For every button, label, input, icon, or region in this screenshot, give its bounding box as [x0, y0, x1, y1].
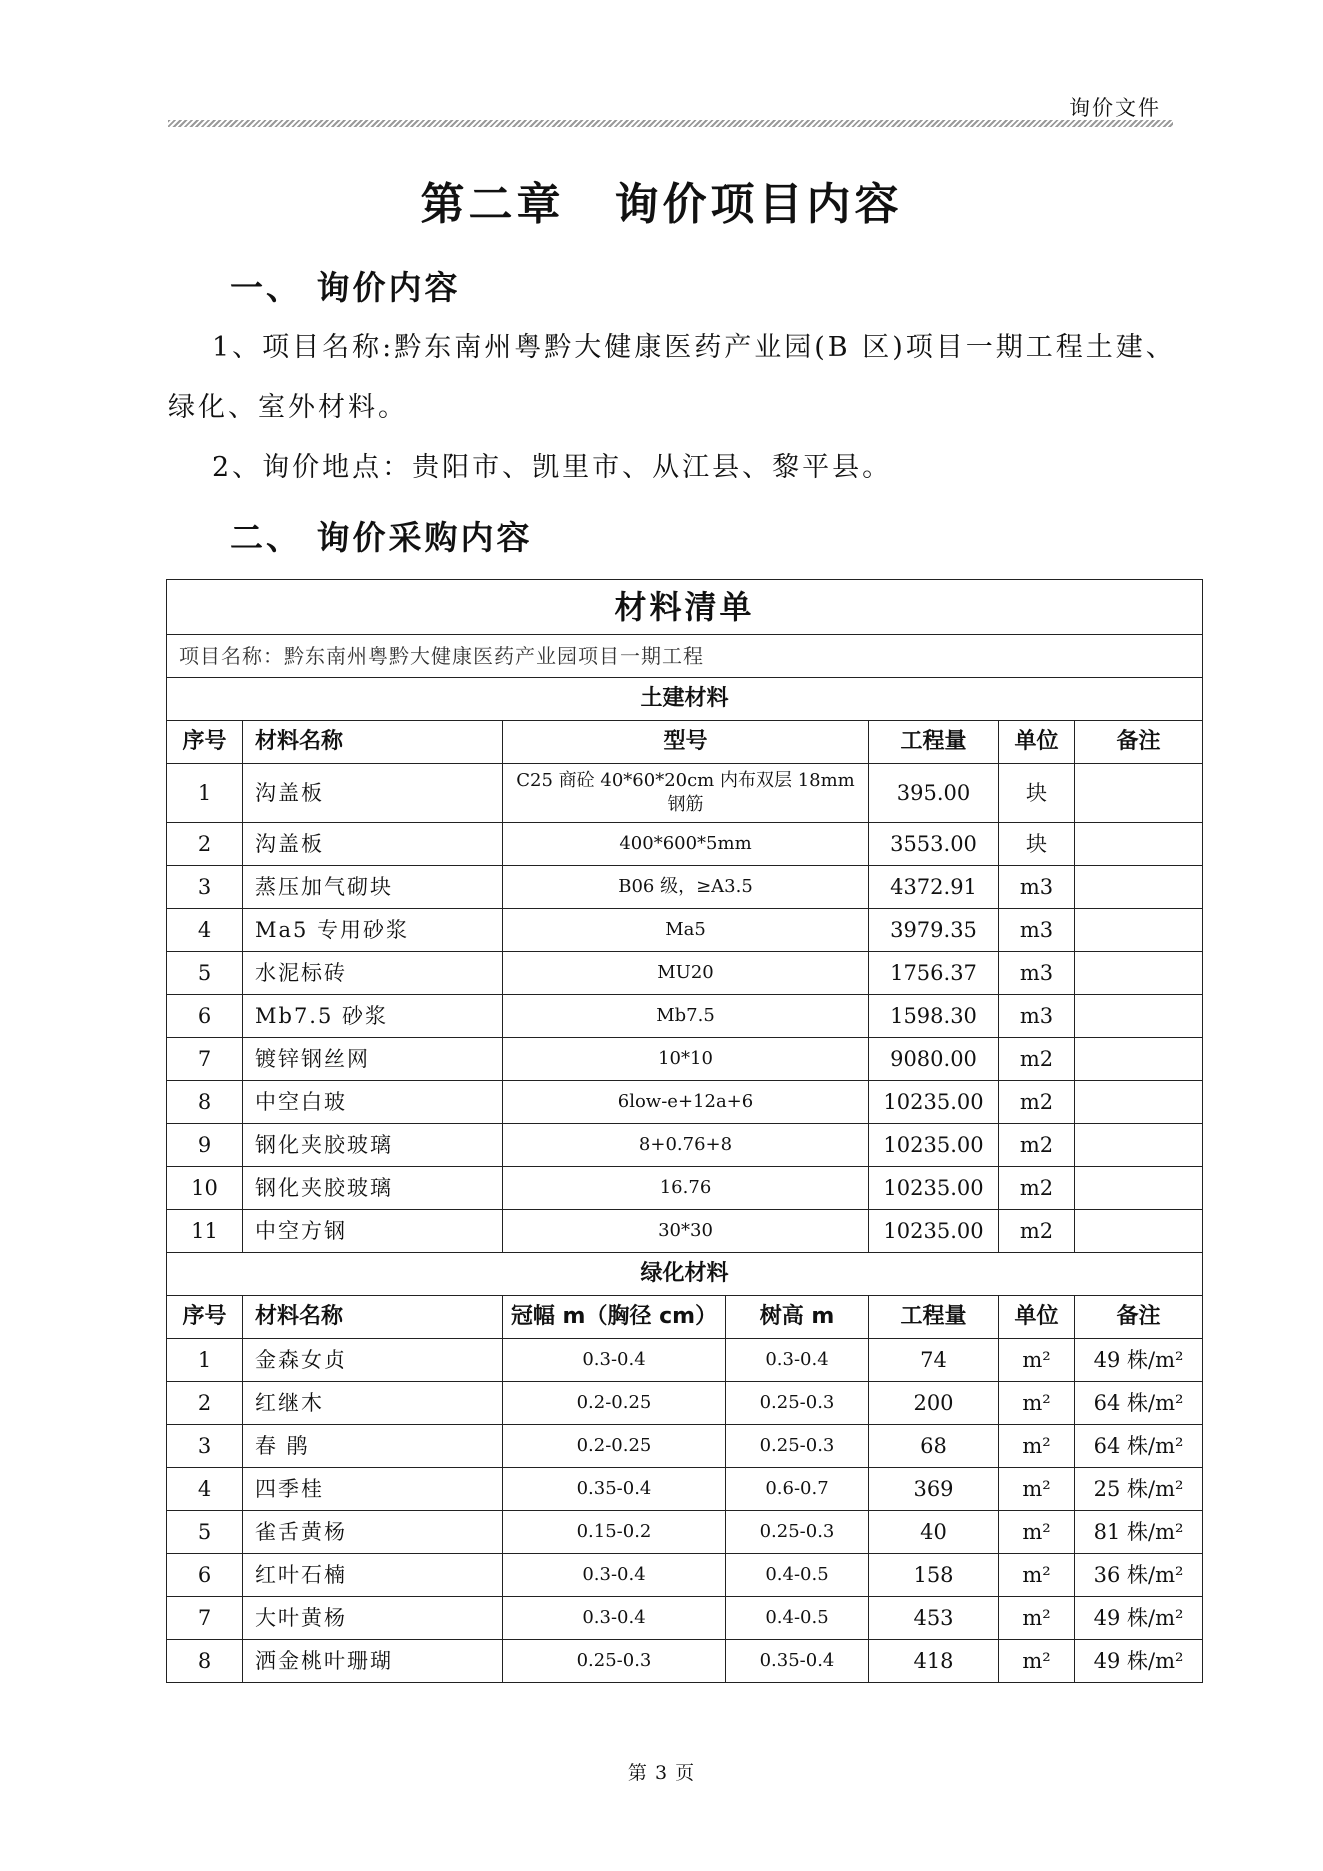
table-cell: 块 [999, 823, 1075, 866]
table-cell: 16.76 [503, 1167, 869, 1210]
table-cell: m2 [999, 1167, 1075, 1210]
table-cell: 40 [869, 1511, 999, 1554]
table-cell: 395.00 [869, 764, 999, 823]
table-cell: 200 [869, 1382, 999, 1425]
table-cell: 雀舌黄杨 [243, 1511, 503, 1554]
table-cell: C25 商砼 40*60*20cm 内布双层 18mm 钢筋 [503, 764, 869, 823]
table-row [167, 1425, 1203, 1468]
table-cell: m² [999, 1425, 1075, 1468]
table-cell: 洒金桃叶珊瑚 [243, 1640, 503, 1683]
table-cell: 5 [167, 952, 243, 995]
table-cell: 64 株/m² [1075, 1425, 1203, 1468]
table-cell: 453 [869, 1597, 999, 1640]
column-header: 型号 [503, 721, 869, 764]
table-cell: m3 [999, 866, 1075, 909]
table-cell [1075, 952, 1203, 995]
table-cell: 大叶黄杨 [243, 1597, 503, 1640]
page-number: 第 3 页 [627, 1762, 696, 1784]
table-cell: 49 株/m² [1075, 1597, 1203, 1640]
column-header: 序号 [167, 721, 243, 764]
table-cell: 3979.35 [869, 909, 999, 952]
table-cell: 6 [167, 1554, 243, 1597]
table-cell: 春 鹃 [243, 1425, 503, 1468]
table-cell: 3 [167, 866, 243, 909]
chapter-number: 第二章 [420, 179, 565, 230]
column-header: 备注 [1075, 1296, 1203, 1339]
table-cell: 10 [167, 1167, 243, 1210]
column-header: 材料名称 [243, 721, 503, 764]
table-cell: 2 [167, 823, 243, 866]
column-header: 树高 m [726, 1296, 869, 1339]
table-cell: 11 [167, 1210, 243, 1253]
table-cell [1075, 1081, 1203, 1124]
table-row [167, 952, 1203, 995]
table-cell: m² [999, 1597, 1075, 1640]
table-row [167, 1554, 1203, 1597]
table-cell: m2 [999, 1038, 1075, 1081]
table-row [167, 1468, 1203, 1511]
table-cell: m² [999, 1554, 1075, 1597]
table-cell: m2 [999, 1210, 1075, 1253]
table-cell: 400*600*5mm [503, 823, 869, 866]
table-cell: MU20 [503, 952, 869, 995]
table-row [167, 866, 1203, 909]
column-header: 序号 [167, 1296, 243, 1339]
table-cell: 1756.37 [869, 952, 999, 995]
table-cell: 10235.00 [869, 1124, 999, 1167]
table-cell: 水泥标砖 [243, 952, 503, 995]
table-cell [1075, 823, 1203, 866]
section-heading-2: 二、 询价采购内容 [230, 518, 533, 557]
table-cell: 钢化夹胶玻璃 [243, 1124, 503, 1167]
table-cell: 10*10 [503, 1038, 869, 1081]
column-header: 单位 [999, 721, 1075, 764]
section-heading-1: 一、 询价内容 [230, 268, 461, 307]
table-cell: m² [999, 1511, 1075, 1554]
column-header: 备注 [1075, 721, 1203, 764]
table-cell: 1598.30 [869, 995, 999, 1038]
table-title-row [167, 580, 1203, 635]
table-cell: 0.35-0.4 [726, 1640, 869, 1683]
table-cell: 0.6-0.7 [726, 1468, 869, 1511]
table-cell: m3 [999, 995, 1075, 1038]
table-cell: 9 [167, 1124, 243, 1167]
table-cell: 10235.00 [869, 1081, 999, 1124]
table-row [167, 1339, 1203, 1382]
column-header: 单位 [999, 1296, 1075, 1339]
table-cell: 36 株/m² [1075, 1554, 1203, 1597]
chapter-name: 询价项目内容 [614, 179, 903, 230]
table-cell: 0.15-0.2 [503, 1511, 726, 1554]
table-row [167, 995, 1203, 1038]
table-cell: 4 [167, 909, 243, 952]
table-cell: 中空白玻 [243, 1081, 503, 1124]
table-cell: 2 [167, 1382, 243, 1425]
table-cell [1075, 764, 1203, 823]
table-cell [1075, 1210, 1203, 1253]
table-cell: 0.25-0.3 [726, 1382, 869, 1425]
paragraph-project-name: 1、项目名称:黔东南州粤黔大健康医药产业园(B 区)项目一期工程土建、绿化、室外材料。 [168, 332, 1176, 423]
table-cell: m3 [999, 909, 1075, 952]
table-cell [1075, 1124, 1203, 1167]
header-label: 询价文件 [1069, 96, 1161, 120]
table-cell: m² [999, 1339, 1075, 1382]
table-row [167, 1597, 1203, 1640]
table-cell: 5 [167, 1511, 243, 1554]
table-cell: 8 [167, 1640, 243, 1683]
table-cell: 红继木 [243, 1382, 503, 1425]
column-header: 材料名称 [243, 1296, 503, 1339]
table-cell [1075, 1167, 1203, 1210]
project-name: 项目名称：黔东南州粤黔大健康医药产业园项目一期工程 [167, 635, 1203, 678]
table-cell [1075, 909, 1203, 952]
table-cell: 3553.00 [869, 823, 999, 866]
table-cell: 9080.00 [869, 1038, 999, 1081]
table-cell: 1 [167, 1339, 243, 1382]
table-cell: 10235.00 [869, 1167, 999, 1210]
table-cell: 8 [167, 1081, 243, 1124]
table-cell: 7 [167, 1038, 243, 1081]
table-cell: 沟盖板 [243, 823, 503, 866]
table-row [167, 1640, 1203, 1683]
green-section-title: 绿化材料 [167, 1253, 1203, 1296]
table-row [167, 1124, 1203, 1167]
table-cell: Mb7.5 砂浆 [243, 995, 503, 1038]
table-cell: 四季桂 [243, 1468, 503, 1511]
table-cell: 49 株/m² [1075, 1339, 1203, 1382]
table-row [167, 1511, 1203, 1554]
table-cell: 49 株/m² [1075, 1640, 1203, 1683]
table-cell [1075, 995, 1203, 1038]
column-header: 冠幅 m（胸径 cm） [503, 1296, 726, 1339]
table-cell: 30*30 [503, 1210, 869, 1253]
table-cell: 块 [999, 764, 1075, 823]
header-rule [168, 120, 1173, 127]
table-row [167, 1081, 1203, 1124]
table-cell: 0.25-0.3 [726, 1425, 869, 1468]
table-cell: 6low-e+12a+6 [503, 1081, 869, 1124]
table-cell: 158 [869, 1554, 999, 1597]
table-cell: Mb7.5 [503, 995, 869, 1038]
table-cell: 沟盖板 [243, 764, 503, 823]
table-cell: 0.4-0.5 [726, 1554, 869, 1597]
table-cell: 0.3-0.4 [726, 1339, 869, 1382]
table-cell: 0.4-0.5 [726, 1597, 869, 1640]
table-cell: m2 [999, 1124, 1075, 1167]
table-cell: 中空方钢 [243, 1210, 503, 1253]
table-cell: 7 [167, 1597, 243, 1640]
table-cell: 0.25-0.3 [503, 1640, 726, 1683]
table-cell: 金森女贞 [243, 1339, 503, 1382]
section-row [167, 1253, 1203, 1296]
table-cell: 蒸压加气砌块 [243, 866, 503, 909]
table-cell: 0.35-0.4 [503, 1468, 726, 1511]
table-cell: m² [999, 1640, 1075, 1683]
table-cell: 3 [167, 1425, 243, 1468]
column-header: 工程量 [869, 721, 999, 764]
column-header: 工程量 [869, 1296, 999, 1339]
table-cell: 8+0.76+8 [503, 1124, 869, 1167]
table-cell: 25 株/m² [1075, 1468, 1203, 1511]
table-cell: 10235.00 [869, 1210, 999, 1253]
section-row [167, 678, 1203, 721]
table-row [167, 909, 1203, 952]
table-cell [1075, 1038, 1203, 1081]
civil-section-title: 土建材料 [167, 678, 1203, 721]
table-cell: 0.2-0.25 [503, 1382, 726, 1425]
table-cell: 0.3-0.4 [503, 1597, 726, 1640]
project-name-row [167, 635, 1203, 678]
table-cell: 0.3-0.4 [503, 1339, 726, 1382]
table-cell: 镀锌钢丝网 [243, 1038, 503, 1081]
table-cell: 68 [869, 1425, 999, 1468]
materials-table [166, 579, 1203, 1683]
table-cell: 74 [869, 1339, 999, 1382]
table-cell: 0.3-0.4 [503, 1554, 726, 1597]
table-row [167, 1167, 1203, 1210]
table-cell: 418 [869, 1640, 999, 1683]
table-row [167, 823, 1203, 866]
paragraph-location: 2、询价地点：贵阳市、凯里市、从江县、黎平县。 [212, 452, 893, 483]
table-cell: 钢化夹胶玻璃 [243, 1167, 503, 1210]
table-title: 材料清单 [167, 580, 1203, 635]
table-cell: Ma5 [503, 909, 869, 952]
table-cell: m² [999, 1382, 1075, 1425]
table-cell: 0.25-0.3 [726, 1511, 869, 1554]
table-cell: 红叶石楠 [243, 1554, 503, 1597]
table-row [167, 764, 1203, 823]
table-row [167, 1038, 1203, 1081]
table-cell: 0.2-0.25 [503, 1425, 726, 1468]
table-cell: Ma5 专用砂浆 [243, 909, 503, 952]
table-row [167, 1210, 1203, 1253]
table-cell: 64 株/m² [1075, 1382, 1203, 1425]
table-cell: B06 级，≥A3.5 [503, 866, 869, 909]
table-cell: 4 [167, 1468, 243, 1511]
table-cell: m3 [999, 952, 1075, 995]
table-cell: 6 [167, 995, 243, 1038]
table-cell [1075, 866, 1203, 909]
civil-header-row [167, 721, 1203, 764]
table-cell: 81 株/m² [1075, 1511, 1203, 1554]
table-cell: m2 [999, 1081, 1075, 1124]
table-cell: 4372.91 [869, 866, 999, 909]
table-cell: 369 [869, 1468, 999, 1511]
table-row [167, 1382, 1203, 1425]
table-cell: m² [999, 1468, 1075, 1511]
green-header-row [167, 1296, 1203, 1339]
chapter-title [0, 168, 1323, 232]
table-cell: 1 [167, 764, 243, 823]
